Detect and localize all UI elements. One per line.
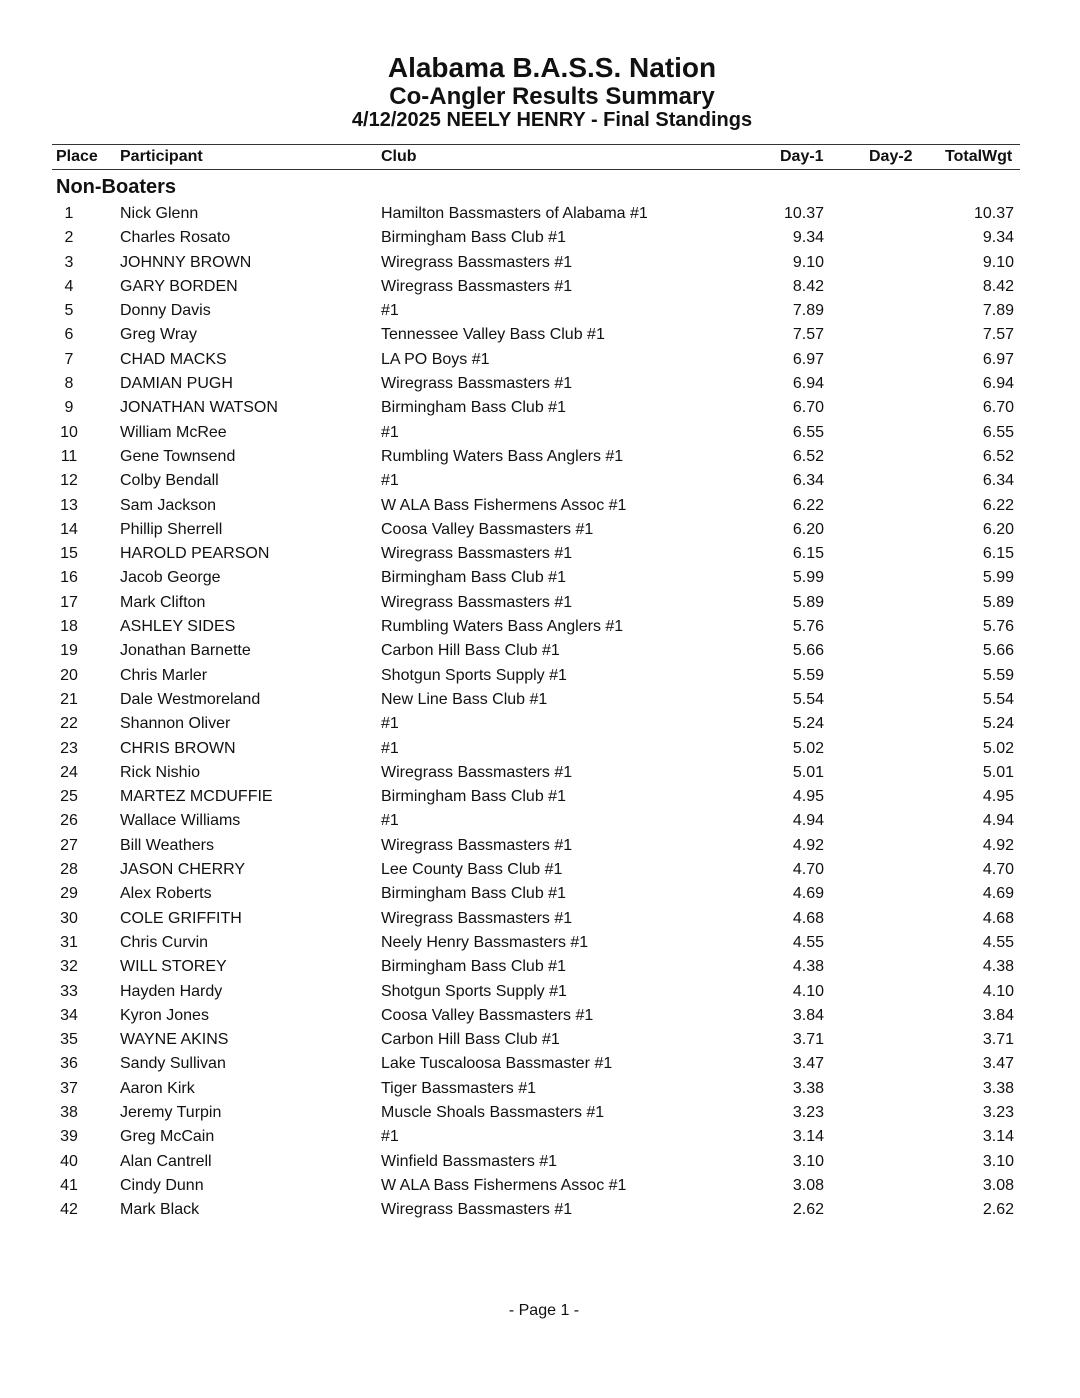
total-weight-cell: 10.37 [973, 205, 1014, 222]
participant-cell: Hayden Hardy [120, 982, 223, 1000]
club-cell: Wiregrass Bassmasters #1 [381, 593, 573, 611]
day1-weight-cell: 5.24 [792, 715, 824, 733]
total-weight-cell: 6.70 [982, 399, 1014, 417]
day1-weight-cell: 5.01 [792, 763, 824, 781]
table-row [52, 615, 1020, 639]
total-weight-cell: 8.42 [982, 277, 1014, 295]
table-row [52, 785, 1020, 809]
total-weight-cell: 4.38 [982, 958, 1014, 976]
total-weight-cell: 6.34 [982, 472, 1014, 490]
participant-cell: Aaron Kirk [120, 1079, 195, 1097]
club-cell: Wiregrass Bassmasters #1 [381, 375, 573, 393]
total-weight-cell: 5.66 [982, 642, 1014, 660]
participant-cell: CHAD MACKS [120, 350, 227, 368]
table-row [52, 396, 1020, 420]
total-weight-cell: 6.22 [982, 496, 1014, 514]
club-cell: Tennessee Valley Bass Club #1 [381, 326, 605, 344]
place-cell: 1 [64, 205, 74, 222]
place-cell: 25 [60, 788, 78, 806]
participant-cell: Greg Wray [120, 326, 198, 344]
header-total: TotalWgt [945, 148, 1013, 165]
day1-weight-cell: 6.52 [792, 447, 824, 465]
club-cell: Birmingham Bass Club #1 [381, 399, 566, 417]
total-weight-cell: 9.34 [982, 229, 1014, 247]
header-day1: Day-1 [780, 148, 824, 165]
day1-weight-cell: 5.54 [792, 690, 824, 708]
participant-cell: Phillip Sherrell [120, 520, 223, 538]
participant-cell: Greg McCain [120, 1128, 215, 1146]
club-cell: W ALA Bass Fishermens Assoc #1 [381, 1176, 627, 1194]
table-row [52, 372, 1020, 396]
place-cell: 34 [60, 1006, 78, 1024]
table-row [52, 348, 1020, 372]
table-row [52, 1004, 1020, 1028]
total-weight-cell: 6.52 [982, 447, 1014, 465]
total-weight-cell: 4.95 [982, 788, 1014, 806]
total-weight-cell: 7.57 [982, 326, 1014, 344]
club-cell: Wiregrass Bassmasters #1 [381, 763, 573, 781]
club-cell: LA PO Boys #1 [381, 350, 490, 368]
participant-cell: JONATHAN WATSON [120, 399, 278, 417]
day1-weight-cell: 4.92 [792, 836, 824, 854]
day1-weight-cell: 4.94 [792, 812, 824, 830]
club-cell: Birmingham Bass Club #1 [381, 958, 566, 976]
day1-weight-cell: 6.97 [792, 350, 824, 368]
place-cell: 13 [60, 496, 78, 514]
table-row [52, 226, 1020, 250]
day1-weight-cell: 3.38 [792, 1079, 824, 1097]
club-cell: Carbon Hill Bass Club #1 [381, 1031, 560, 1049]
participant-cell: Alex Roberts [120, 885, 212, 903]
participant-cell: HAROLD PEARSON [120, 545, 270, 563]
place-cell: 27 [60, 836, 78, 854]
participant-cell: Wallace Williams [120, 812, 241, 830]
club-cell: Wiregrass Bassmasters #1 [381, 253, 573, 271]
results-table [52, 202, 1020, 1222]
total-weight-cell: 4.92 [982, 836, 1014, 854]
total-weight-cell: 5.99 [982, 569, 1014, 587]
place-cell: 10 [60, 423, 78, 441]
place-cell: 9 [64, 399, 74, 417]
table-row [52, 421, 1020, 445]
place-cell: 2 [64, 229, 74, 247]
participant-cell: Kyron Jones [120, 1006, 209, 1024]
club-cell: Muscle Shoals Bassmasters #1 [381, 1103, 605, 1121]
place-cell: 6 [64, 326, 74, 344]
total-weight-cell: 9.10 [982, 253, 1014, 271]
total-weight-cell: 4.70 [982, 861, 1014, 879]
table-row [52, 1174, 1020, 1198]
table-row [52, 955, 1020, 979]
participant-cell: Sam Jackson [120, 496, 217, 514]
total-weight-cell: 3.08 [982, 1176, 1014, 1194]
participant-cell: JASON CHERRY [120, 861, 246, 879]
table-row [52, 1150, 1020, 1174]
place-cell: 23 [60, 739, 78, 757]
club-cell: #1 [381, 812, 399, 830]
club-cell: #1 [381, 715, 399, 733]
club-cell: Wiregrass Bassmasters #1 [381, 836, 573, 854]
place-cell: 39 [60, 1128, 78, 1146]
day1-weight-cell: 4.10 [792, 982, 824, 1000]
place-cell: 8 [64, 375, 74, 393]
place-cell: 41 [60, 1176, 78, 1194]
day1-weight-cell: 10.37 [783, 205, 824, 222]
total-weight-cell: 3.23 [982, 1103, 1014, 1121]
participant-cell: GARY BORDEN [120, 277, 238, 295]
total-weight-cell: 5.59 [982, 666, 1014, 684]
club-cell: W ALA Bass Fishermens Assoc #1 [381, 496, 627, 514]
table-row [52, 275, 1020, 299]
place-cell: 22 [60, 715, 78, 733]
day1-weight-cell: 6.20 [792, 520, 824, 538]
day1-weight-cell: 3.47 [792, 1055, 824, 1073]
day1-weight-cell: 5.66 [792, 642, 824, 660]
day1-weight-cell: 6.15 [792, 545, 824, 563]
club-cell: Coosa Valley Bassmasters #1 [381, 520, 594, 538]
participant-cell: Cindy Dunn [120, 1176, 204, 1194]
participant-cell: CHRIS BROWN [120, 739, 236, 757]
place-cell: 32 [60, 958, 78, 976]
table-row [52, 1101, 1020, 1125]
total-weight-cell: 4.94 [982, 812, 1014, 830]
total-weight-cell: 4.68 [982, 909, 1014, 927]
place-cell: 14 [60, 520, 78, 538]
total-weight-cell: 6.55 [982, 423, 1014, 441]
day1-weight-cell: 5.76 [792, 618, 824, 636]
total-weight-cell: 6.94 [982, 375, 1014, 393]
participant-cell: Rick Nishio [120, 763, 201, 781]
place-cell: 18 [60, 618, 78, 636]
table-row [52, 566, 1020, 590]
total-weight-cell: 4.10 [982, 982, 1014, 1000]
place-cell: 37 [60, 1079, 78, 1097]
place-cell: 4 [64, 277, 74, 295]
participant-cell: DAMIAN PUGH [120, 375, 233, 393]
participant-cell: Charles Rosato [120, 229, 231, 247]
club-cell: Rumbling Waters Bass Anglers #1 [381, 447, 624, 465]
place-cell: 20 [60, 666, 78, 684]
table-row [52, 518, 1020, 542]
table-row [52, 1125, 1020, 1149]
day1-weight-cell: 5.89 [792, 593, 824, 611]
club-cell: Wiregrass Bassmasters #1 [381, 1201, 573, 1219]
page-footer: - Page 1 - [508, 1302, 580, 1319]
club-cell: New Line Bass Club #1 [381, 690, 548, 708]
place-cell: 30 [60, 909, 78, 927]
place-cell: 11 [60, 447, 78, 465]
participant-cell: Shannon Oliver [120, 715, 231, 733]
day1-weight-cell: 3.14 [792, 1128, 824, 1146]
table-row [52, 542, 1020, 566]
table-row [52, 323, 1020, 347]
participant-cell: Gene Townsend [120, 447, 236, 465]
place-cell: 28 [60, 861, 78, 879]
day1-weight-cell: 6.94 [792, 375, 824, 393]
table-row [52, 664, 1020, 688]
participant-cell: Chris Marler [120, 666, 208, 684]
participant-cell: Alan Cantrell [120, 1152, 212, 1170]
club-cell: Coosa Valley Bassmasters #1 [381, 1006, 594, 1024]
table-row [52, 469, 1020, 493]
table-row [52, 907, 1020, 931]
club-cell: #1 [381, 302, 399, 320]
participant-cell: JOHNNY BROWN [120, 253, 252, 271]
table-header [52, 144, 1020, 170]
day1-weight-cell: 3.08 [792, 1176, 824, 1194]
participant-cell: Jonathan Barnette [120, 642, 251, 660]
participant-cell: William McRee [120, 423, 227, 441]
table-row [52, 494, 1020, 518]
day1-weight-cell: 2.62 [792, 1201, 824, 1219]
day1-weight-cell: 5.59 [792, 666, 824, 684]
participant-cell: Bill Weathers [120, 836, 214, 854]
total-weight-cell: 4.69 [982, 885, 1014, 903]
participant-cell: Chris Curvin [120, 933, 209, 951]
club-cell: Wiregrass Bassmasters #1 [381, 545, 573, 563]
club-cell: #1 [381, 1128, 399, 1146]
report-title: Alabama B.A.S.S. Nation [387, 52, 717, 83]
club-cell: Lake Tuscaloosa Bassmaster #1 [381, 1055, 613, 1073]
place-cell: 5 [64, 302, 74, 320]
club-cell: Wiregrass Bassmasters #1 [381, 909, 573, 927]
header-place: Place [56, 148, 98, 165]
day1-weight-cell: 8.42 [792, 277, 824, 295]
place-cell: 26 [60, 812, 78, 830]
club-cell: Neely Henry Bassmasters #1 [381, 933, 589, 951]
report-titles [0, 52, 1080, 131]
place-cell: 35 [60, 1031, 78, 1049]
day1-weight-cell: 4.55 [792, 933, 824, 951]
participant-cell: Sandy Sullivan [120, 1055, 226, 1073]
total-weight-cell: 3.71 [982, 1031, 1014, 1049]
participant-cell: Mark Black [120, 1201, 200, 1219]
total-weight-cell: 5.02 [982, 739, 1014, 757]
club-cell: Shotgun Sports Supply #1 [381, 666, 567, 684]
header-club: Club [381, 148, 417, 165]
day1-weight-cell: 6.55 [792, 423, 824, 441]
place-cell: 40 [60, 1152, 78, 1170]
day1-weight-cell: 3.71 [792, 1031, 824, 1049]
table-row [52, 737, 1020, 761]
participant-cell: WAYNE AKINS [120, 1031, 229, 1049]
table-row [52, 639, 1020, 663]
table-row [52, 1028, 1020, 1052]
total-weight-cell: 3.38 [982, 1079, 1014, 1097]
day1-weight-cell: 9.34 [792, 229, 824, 247]
table-row [52, 591, 1020, 615]
club-cell: Birmingham Bass Club #1 [381, 788, 566, 806]
total-weight-cell: 3.47 [982, 1055, 1014, 1073]
table-row [52, 761, 1020, 785]
day1-weight-cell: 5.02 [792, 739, 824, 757]
table-row [52, 931, 1020, 955]
total-weight-cell: 5.01 [982, 763, 1014, 781]
place-cell: 33 [60, 982, 78, 1000]
table-row [52, 1198, 1020, 1222]
total-weight-cell: 4.55 [982, 933, 1014, 951]
event-title: 4/12/2025 NEELY HENRY - Final Standings [351, 109, 753, 131]
day1-weight-cell: 4.69 [792, 885, 824, 903]
club-cell: Shotgun Sports Supply #1 [381, 982, 567, 1000]
place-cell: 29 [60, 885, 78, 903]
total-weight-cell: 5.89 [982, 593, 1014, 611]
place-cell: 19 [60, 642, 78, 660]
place-cell: 3 [64, 253, 74, 271]
place-cell: 21 [60, 690, 78, 708]
place-cell: 15 [60, 545, 78, 563]
day1-weight-cell: 4.38 [792, 958, 824, 976]
day1-weight-cell: 3.84 [792, 1006, 824, 1024]
participant-cell: Donny Davis [120, 302, 211, 320]
table-row [52, 809, 1020, 833]
day1-weight-cell: 6.22 [792, 496, 824, 514]
place-cell: 12 [60, 472, 78, 490]
total-weight-cell: 6.20 [982, 520, 1014, 538]
day1-weight-cell: 6.70 [792, 399, 824, 417]
place-cell: 31 [60, 933, 78, 951]
table-row [52, 858, 1020, 882]
club-cell: Winfield Bassmasters #1 [381, 1152, 558, 1170]
club-cell: Birmingham Bass Club #1 [381, 229, 566, 247]
day1-weight-cell: 5.99 [792, 569, 824, 587]
club-cell: Carbon Hill Bass Club #1 [381, 642, 560, 660]
club-cell: Wiregrass Bassmasters #1 [381, 277, 573, 295]
participant-cell: ASHLEY SIDES [120, 618, 236, 636]
club-cell: Birmingham Bass Club #1 [381, 885, 566, 903]
total-weight-cell: 2.62 [982, 1201, 1014, 1219]
place-cell: 17 [60, 593, 78, 611]
club-cell: Rumbling Waters Bass Anglers #1 [381, 618, 624, 636]
place-cell: 16 [60, 569, 78, 587]
total-weight-cell: 7.89 [982, 302, 1014, 320]
day1-weight-cell: 7.89 [792, 302, 824, 320]
header-day2: Day-2 [869, 148, 913, 165]
participant-cell: Colby Bendall [120, 472, 219, 490]
place-cell: 7 [64, 350, 74, 368]
place-cell: 24 [60, 763, 78, 781]
day1-weight-cell: 9.10 [792, 253, 824, 271]
participant-cell: Mark Clifton [120, 593, 206, 611]
total-weight-cell: 3.84 [982, 1006, 1014, 1024]
table-row [52, 1052, 1020, 1076]
total-weight-cell: 6.15 [982, 545, 1014, 563]
day1-weight-cell: 4.68 [792, 909, 824, 927]
participant-cell: COLE GRIFFITH [120, 909, 242, 927]
place-cell: 42 [60, 1201, 78, 1219]
day1-weight-cell: 4.70 [792, 861, 824, 879]
section-title: Non-Boaters [56, 176, 177, 198]
day1-weight-cell: 6.34 [792, 472, 824, 490]
day1-weight-cell: 7.57 [792, 326, 824, 344]
total-weight-cell: 5.54 [982, 690, 1014, 708]
club-cell: #1 [381, 472, 399, 490]
participant-cell: Jeremy Turpin [120, 1103, 222, 1121]
club-cell: Lee County Bass Club #1 [381, 861, 563, 879]
table-row [52, 834, 1020, 858]
participant-cell: Jacob George [120, 569, 221, 587]
table-row [52, 1077, 1020, 1101]
total-weight-cell: 3.10 [982, 1152, 1014, 1170]
header-participant: Participant [120, 148, 203, 165]
club-cell: Birmingham Bass Club #1 [381, 569, 566, 587]
total-weight-cell: 6.97 [982, 350, 1014, 368]
total-weight-cell: 3.14 [982, 1128, 1014, 1146]
club-cell: Hamilton Bassmasters of Alabama #1 [381, 205, 648, 222]
participant-cell: Nick Glenn [120, 205, 199, 222]
total-weight-cell: 5.24 [982, 715, 1014, 733]
participant-cell: MARTEZ MCDUFFIE [120, 788, 273, 806]
club-cell: #1 [381, 739, 399, 757]
table-row [52, 251, 1020, 275]
day1-weight-cell: 4.95 [792, 788, 824, 806]
place-cell: 38 [60, 1103, 78, 1121]
total-weight-cell: 5.76 [982, 618, 1014, 636]
table-row [52, 712, 1020, 736]
table-row [52, 299, 1020, 323]
participant-cell: Dale Westmoreland [120, 690, 261, 708]
day1-weight-cell: 3.10 [792, 1152, 824, 1170]
table-row [52, 882, 1020, 906]
club-cell: Tiger Bassmasters #1 [381, 1079, 537, 1097]
table-row [52, 688, 1020, 712]
report-subtitle: Co-Angler Results Summary [389, 83, 715, 110]
table-row [52, 980, 1020, 1004]
club-cell: #1 [381, 423, 399, 441]
participant-cell: WILL STOREY [120, 958, 227, 976]
day1-weight-cell: 3.23 [792, 1103, 824, 1121]
table-row [52, 202, 1020, 226]
place-cell: 36 [60, 1055, 78, 1073]
table-row [52, 445, 1020, 469]
